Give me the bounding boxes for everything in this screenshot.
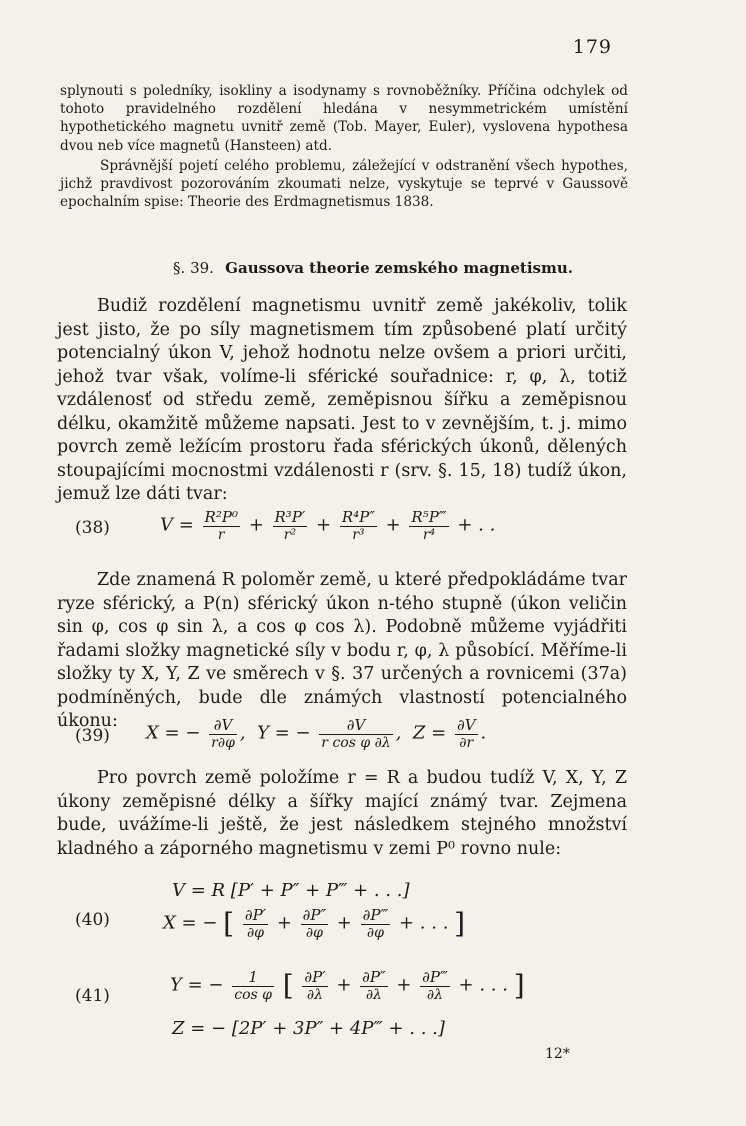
section-heading: [0, 259, 746, 277]
main-text-2: Zde znamená R poloměr země, u které předpokládáme tvar ryze sférický, a P(n) sférický úkon n-tého stupně (úkon veličin sin φ, cos φ sin λ, a cos φ cos λ). Podobně můžeme vyjádřiti řadami složky magnetické síly v bodu r, φ, λ působící. Měříme-li složky ty X, Y, Z ve směrech v §. 37 určených a rovnicemi (37a) podmíněných, bude dle známých vlastností potencialného úkonu:: [57, 570, 627, 731]
equation-label: (41): [75, 986, 110, 1006]
z-fraction: $\frac{\partial V}{\partial r}$: [456, 716, 476, 751]
gauss-intro-text: Správnější pojetí celého problemu, záležející v odstranění všech hypothes, jichž pravdivost pozorováním zkoumati nelze, vyskytuje se teprvé v Gaussově epochalním spise: Theorie des Erdmagnetismus 1838.: [60, 158, 628, 211]
equation-label: (39): [75, 726, 110, 746]
equation-41-line2: Z = − [2P′ + 3P″ + 4P‴ + . . .]: [172, 1018, 445, 1039]
x-lhs: X = −: [146, 722, 201, 744]
term-fraction: $\frac{\partial P'}{\partial\varphi}$: [244, 906, 267, 941]
equation-lhs: V =: [160, 514, 194, 536]
term-fraction: $\frac{\text{R⁵P‴}}{\text{r⁴}}$: [411, 508, 447, 543]
equation-tail: + . . .: [458, 974, 508, 996]
z-lhs: Z =: [412, 722, 447, 744]
equation-40-line1: V = R [P′ + P″ + P‴ + . . .]: [172, 880, 410, 901]
term-fraction: $\frac{\partial P''}{\partial\lambda}$: [362, 968, 386, 1003]
term-fraction: $\frac{\text{R²P⁰}}{r}$: [204, 508, 238, 543]
intro-text: splynouti s poledníky, isokliny a isodynamy s rovnoběžníky. Příčina odchylek od tohoto pravidelného rozdělení hledána v nesymmetrickém umístění hypothetického magnetu uvnitř země (Tob. Mayer, Euler), vyslovena hypothesa dvou neb více magnetů (Hansteen) atd.: [60, 83, 628, 154]
term-fraction: $\frac{\text{R³P′}}{\text{r²}}$: [274, 508, 306, 543]
term-fraction: $\frac{\partial P'}{\partial\lambda}$: [304, 968, 326, 1003]
y-fraction: $\frac{\partial V}{\text{r cos φ ∂λ}}$: [321, 716, 391, 751]
page-number: 179: [572, 36, 612, 58]
main-paragraph-3: [57, 767, 627, 861]
open-bracket: [: [223, 907, 235, 940]
equation-label: (40): [75, 910, 110, 930]
equation-tail: + . . .: [399, 912, 449, 934]
section-title: Gaussova theorie zemského magnetismu.: [225, 259, 573, 277]
signature-mark: 12*: [545, 1046, 570, 1062]
x-lhs: X = −: [163, 912, 218, 934]
equation-tail: + . .: [457, 514, 496, 536]
prefactor-fraction: $\frac{1}{\text{cos φ}}$: [234, 968, 272, 1003]
equation-label: (38): [75, 518, 110, 538]
main-text-1: Budiž rozdělení magnetismu uvnitř země jakékoliv, tolik jest jisto, že po síly magnetismem tím způsobené platí určitý potencialný úkon V, jehož hodnotu nelze ovšem a priori určiti, jehož tvar však, volíme-li sférické souřadnice: r, φ, λ, totiž vzdálenosť od středu země, zeměpisnou šířku a zeměpisnou délku, okamžitě můžeme napsati. Jest to v zevnějším, t. j. mimo povrch země ležícím prostoru řada sférických úkonů, dělených stoupajícími mocnostmi vzdálenosti r (srv. §. 15, 18) tudíž úkon, jemuž lze dáti tvar:: [57, 296, 627, 504]
term-fraction: $\frac{\partial P‴}{\partial\lambda}$: [422, 968, 448, 1003]
open-bracket: [: [282, 969, 294, 1002]
main-paragraph-2: [57, 569, 627, 734]
section-number: §. 39.: [173, 259, 214, 277]
y-lhs: Y = −: [257, 722, 311, 744]
intro-paragraph: [60, 82, 628, 155]
x-fraction: $\frac{\partial V}{r\partial\varphi}$: [211, 716, 235, 751]
gauss-intro-paragraph: [60, 157, 628, 212]
term-fraction: $\frac{\text{R⁴P″}}{\text{r³}}$: [341, 508, 375, 543]
main-text-3: Pro povrch země položíme r = R a budou tudíž V, X, Y, Z úkony zeměpisné délky a šířky mající známý tvar. Zejmena bude, uvážíme-li ještě, že jest následkem stejného množství kladného a záporného magnetismu v zemi P⁰ rovno nule:: [57, 768, 627, 859]
close-bracket: ]: [454, 907, 466, 940]
y-lhs: Y = −: [170, 974, 224, 996]
term-fraction: $\frac{\partial P''}{\partial\varphi}$: [302, 906, 327, 941]
term-fraction: $\frac{\partial P‴}{\partial\varphi}$: [362, 906, 389, 941]
close-bracket: ]: [513, 969, 525, 1002]
main-paragraph-1: [57, 295, 627, 507]
